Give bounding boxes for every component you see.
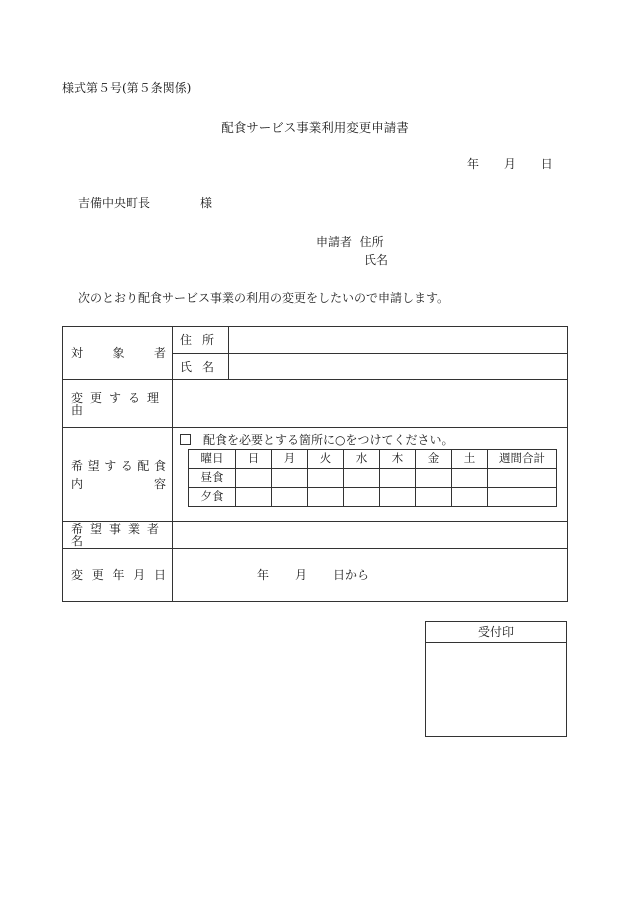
target-name-field[interactable] bbox=[229, 354, 568, 380]
reception-stamp-title: 受付印 bbox=[426, 622, 566, 643]
provider-field[interactable] bbox=[173, 522, 568, 549]
lunch-wed-cell[interactable] bbox=[344, 469, 380, 488]
checkbox-icon[interactable] bbox=[180, 434, 191, 445]
dinner-sat-cell[interactable] bbox=[452, 488, 488, 507]
dinner-thu-cell[interactable] bbox=[380, 488, 416, 507]
change-date-label-char: 変 bbox=[71, 568, 84, 582]
meal-note-text: 配食を必要とする箇所に○をつけてください。 bbox=[203, 433, 454, 447]
change-date-label-char: 年 bbox=[112, 568, 125, 582]
lunch-thu-cell[interactable] bbox=[380, 469, 416, 488]
change-date-label bbox=[63, 549, 173, 602]
intro-text: 次のとおり配食サービス事業の利用の変更をしたいので申請します。 bbox=[78, 291, 450, 305]
addressee-honorific: 様 bbox=[200, 196, 213, 210]
meal-content-cell bbox=[173, 428, 568, 522]
target-name-label: 氏名 bbox=[173, 354, 229, 380]
lunch-tue-cell[interactable] bbox=[308, 469, 344, 488]
lunch-sun-cell[interactable] bbox=[236, 469, 272, 488]
lunch-fri-cell[interactable] bbox=[416, 469, 452, 488]
reception-stamp-box bbox=[425, 621, 567, 737]
target-char-1: 対 bbox=[71, 346, 84, 360]
meal-label-char: 容 bbox=[153, 476, 166, 491]
addressee-name: 吉備中央町長 bbox=[78, 196, 151, 210]
dinner-fri-cell[interactable] bbox=[416, 488, 452, 507]
lunch-total-cell[interactable] bbox=[488, 469, 557, 488]
meal-label-char: す bbox=[104, 458, 117, 473]
change-date-month: 月 bbox=[295, 568, 308, 582]
target-person-label bbox=[63, 327, 173, 380]
application-table bbox=[62, 326, 568, 602]
meal-header-tue: 火 bbox=[308, 450, 344, 469]
meal-label-char: 内 bbox=[71, 476, 84, 491]
date-month: 月 bbox=[503, 157, 516, 171]
change-date-field[interactable] bbox=[173, 549, 568, 602]
meal-header-weekly-total: 週間合計 bbox=[488, 450, 557, 469]
meal-label-char: 希 bbox=[71, 458, 84, 473]
target-address-field[interactable] bbox=[229, 327, 568, 354]
dinner-sun-cell[interactable] bbox=[236, 488, 272, 507]
reason-label: 変更する理由 bbox=[63, 380, 173, 428]
form-number: 様式第５号(第５条関係) bbox=[62, 81, 192, 95]
meal-label-char: る bbox=[120, 458, 133, 473]
date-day: 日 bbox=[540, 157, 553, 171]
lunch-sat-cell[interactable] bbox=[452, 469, 488, 488]
meal-header-wed: 水 bbox=[344, 450, 380, 469]
meal-note bbox=[180, 434, 560, 446]
dinner-wed-cell[interactable] bbox=[344, 488, 380, 507]
change-date-day-from: 日から bbox=[333, 568, 370, 582]
desired-meal-label bbox=[63, 428, 173, 522]
applicant-address-label: 住所 bbox=[359, 235, 384, 249]
dinner-mon-cell[interactable] bbox=[272, 488, 308, 507]
addressee bbox=[78, 197, 212, 209]
change-date-label-char: 月 bbox=[133, 568, 146, 582]
meal-header-mon: 月 bbox=[272, 450, 308, 469]
change-date-label-char: 更 bbox=[91, 568, 104, 582]
meal-label-char: 食 bbox=[153, 458, 166, 473]
applicant-address-line bbox=[316, 236, 384, 248]
meal-schedule-table bbox=[188, 449, 557, 507]
meal-header-fri: 金 bbox=[416, 450, 452, 469]
page-title: 配食サービス事業利用変更申請書 bbox=[221, 120, 409, 135]
meal-label-char: 望 bbox=[87, 458, 100, 473]
lunch-mon-cell[interactable] bbox=[272, 469, 308, 488]
applicant-name-label: 氏名 bbox=[364, 253, 389, 267]
meal-row-dinner-label: 夕食 bbox=[189, 488, 236, 507]
target-char-3: 者 bbox=[153, 346, 166, 360]
applicant-label: 申請者 bbox=[316, 235, 353, 249]
reason-field[interactable] bbox=[173, 380, 568, 428]
meal-header-weekday: 曜日 bbox=[189, 450, 236, 469]
meal-header-sat: 土 bbox=[452, 450, 488, 469]
change-date-label-char: 日 bbox=[153, 568, 166, 582]
provider-label: 希望事業者名 bbox=[63, 522, 173, 549]
date-year: 年 bbox=[467, 157, 480, 171]
dinner-total-cell[interactable] bbox=[488, 488, 557, 507]
target-address-label: 住所 bbox=[173, 327, 229, 354]
change-date-year: 年 bbox=[257, 568, 270, 582]
dinner-tue-cell[interactable] bbox=[308, 488, 344, 507]
target-char-2: 象 bbox=[112, 346, 125, 360]
meal-header-thu: 木 bbox=[380, 450, 416, 469]
date-line bbox=[467, 158, 553, 170]
meal-row-lunch-label: 昼食 bbox=[189, 469, 236, 488]
meal-label-char: 配 bbox=[137, 458, 150, 473]
meal-header-sun: 日 bbox=[236, 450, 272, 469]
